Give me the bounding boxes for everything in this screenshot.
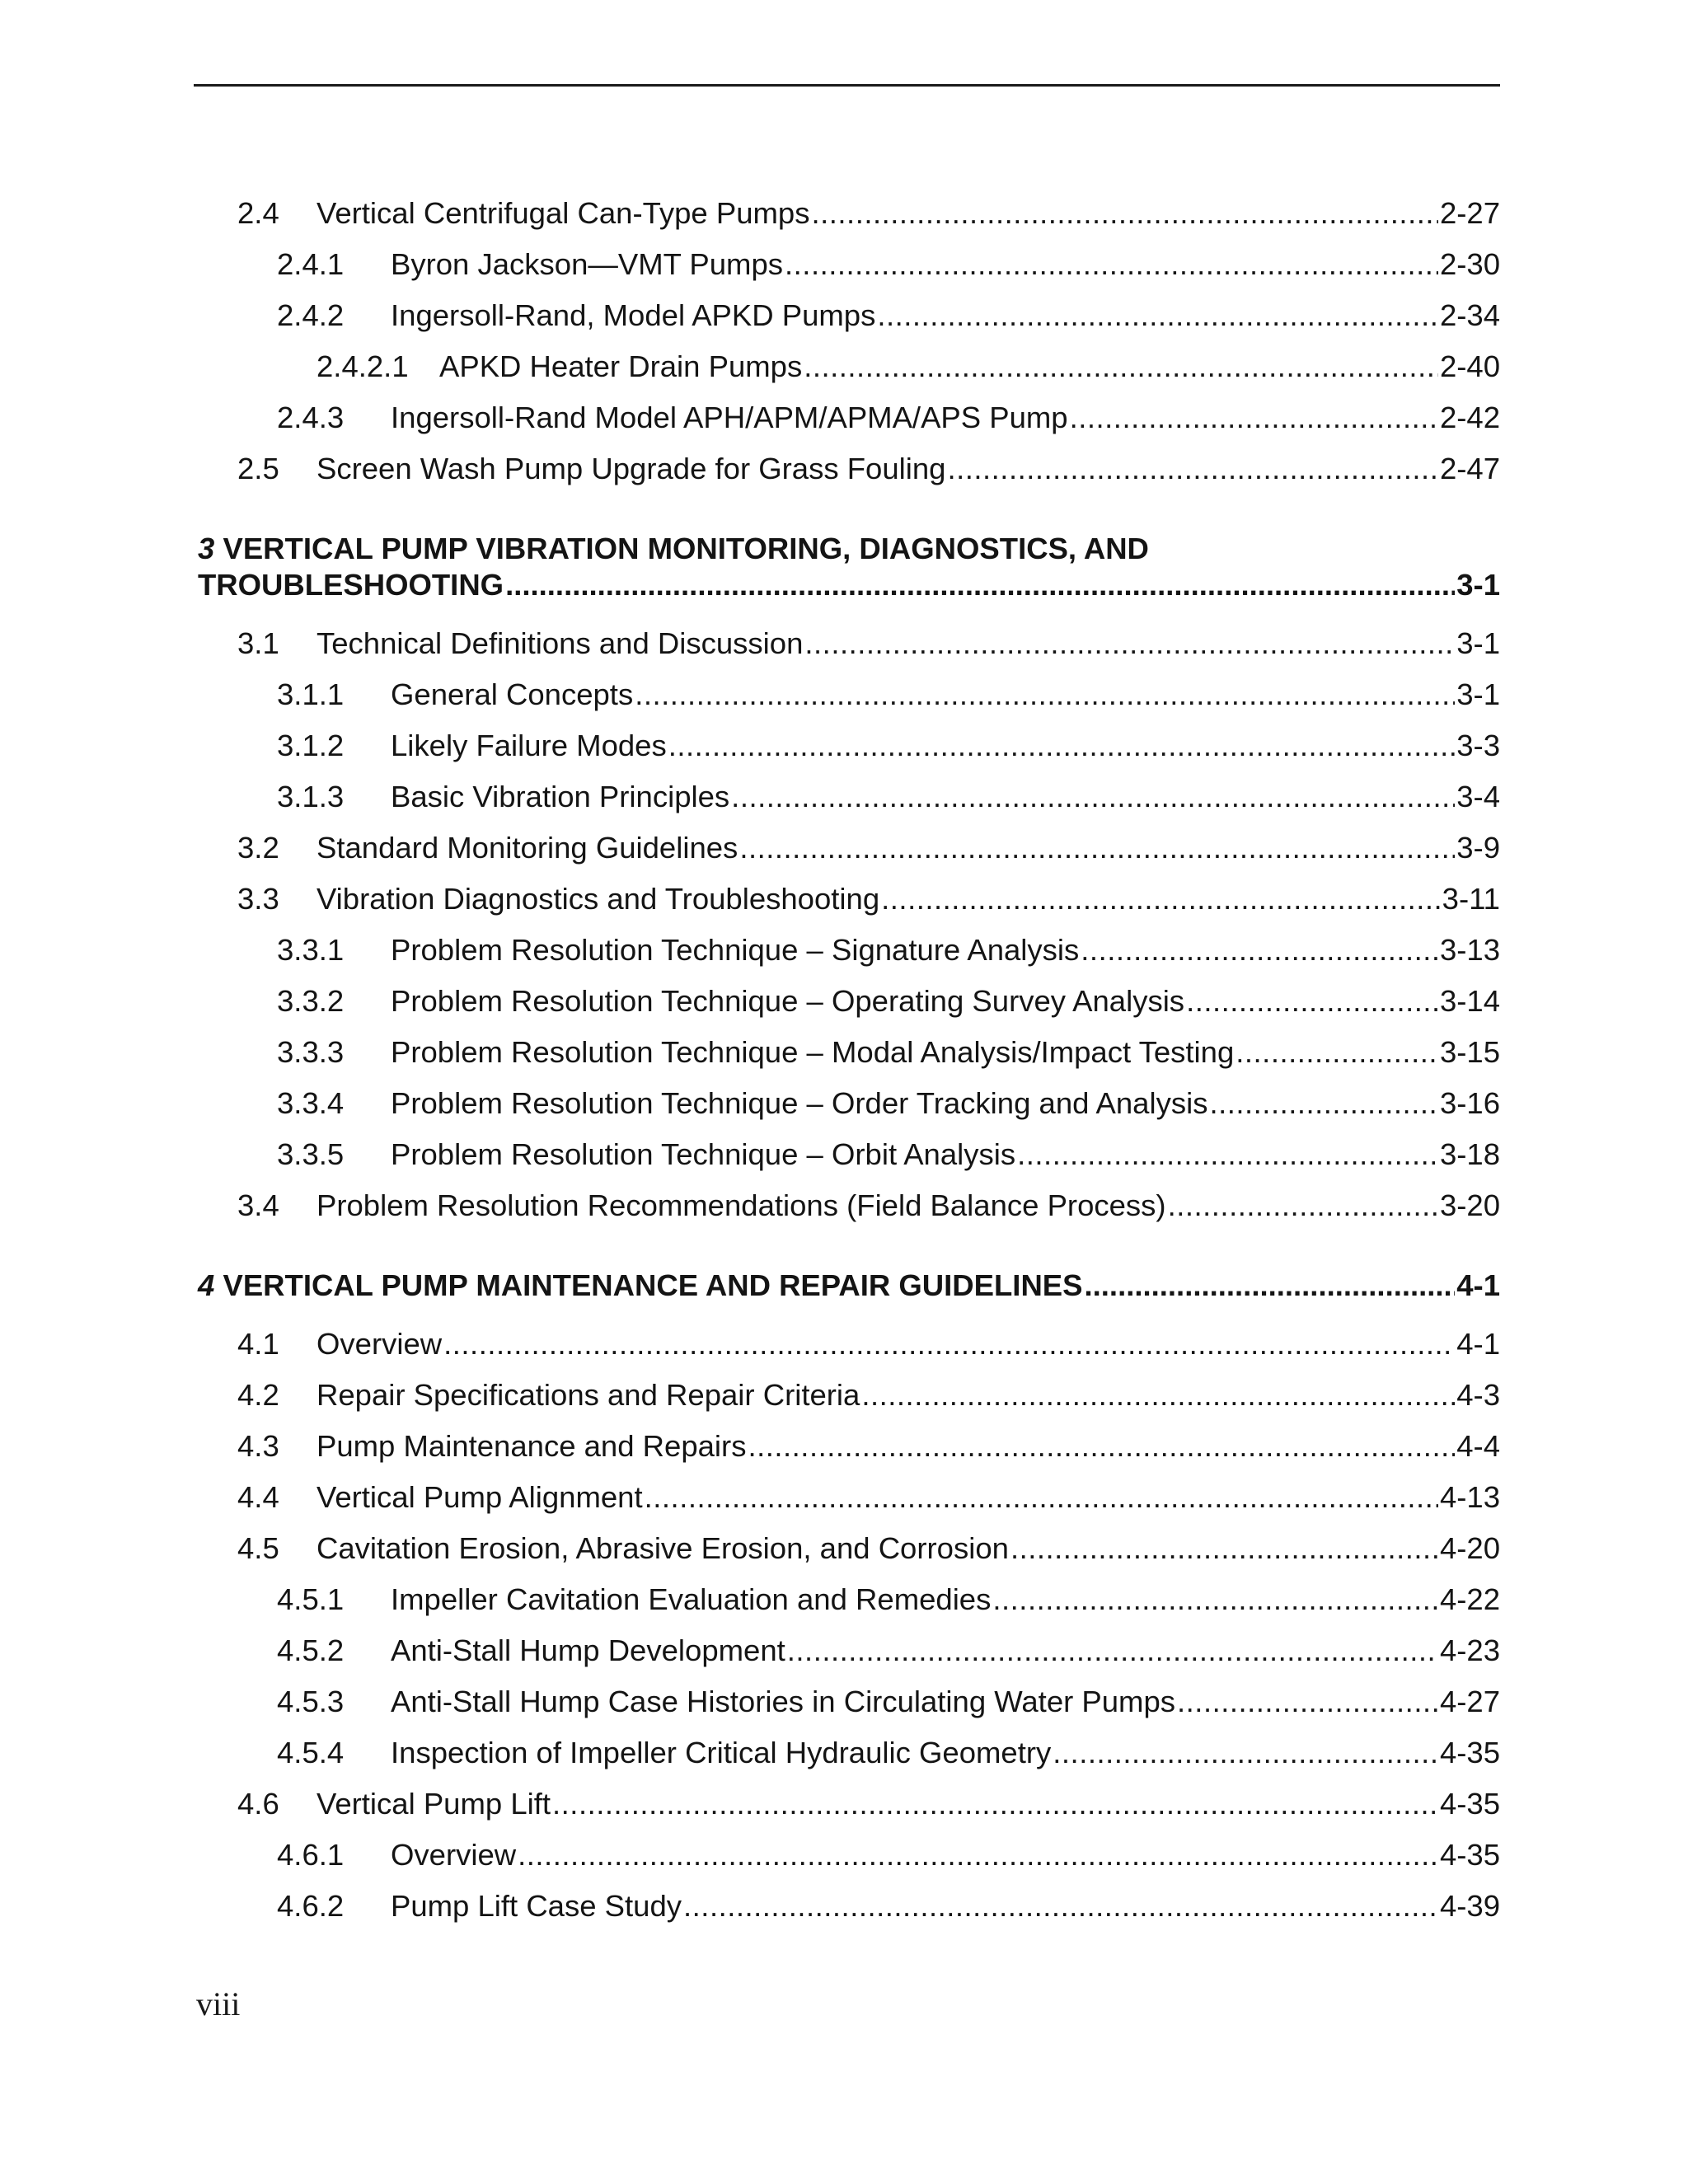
- toc-entry-number: 2.5: [237, 452, 279, 485]
- dot-leader: [1186, 976, 1438, 1027]
- toc-group-section-3: [198, 618, 1500, 1231]
- toc-entry[interactable]: [198, 1523, 1500, 1574]
- dot-leader: [1236, 1027, 1438, 1078]
- toc-entry-number: 4.5.3: [277, 1685, 345, 1718]
- dot-leader: [811, 188, 1437, 239]
- toc-entry[interactable]: [198, 874, 1500, 925]
- toc-entry-number: 4.2: [237, 1378, 279, 1412]
- toc-entry-page: 3-1: [1456, 626, 1500, 660]
- chapter-page: 3-1: [1456, 568, 1500, 602]
- toc-entry[interactable]: [198, 1574, 1500, 1625]
- page-number: viii: [196, 1985, 241, 2022]
- toc-entry-title: Anti-Stall Hump Development: [391, 1633, 785, 1667]
- dot-leader: [552, 1779, 1438, 1830]
- toc-entry[interactable]: [198, 1830, 1500, 1881]
- toc-entry-title: Cavitation Erosion, Abrasive Erosion, and Corrosion: [316, 1531, 1009, 1565]
- toc-entry-page: 4-22: [1439, 1582, 1500, 1616]
- toc-entry-title: Vertical Pump Alignment: [316, 1480, 643, 1514]
- toc-entry-title: Pump Maintenance and Repairs: [316, 1429, 747, 1463]
- toc-entry-title: Technical Definitions and Discussion: [316, 626, 804, 660]
- toc-entry-number: 3.2: [237, 831, 279, 865]
- toc-entry-number: 4.5.4: [277, 1736, 345, 1769]
- toc-entry-title: Problem Resolution Technique – Modal Analysis/Impact Testing: [391, 1035, 1235, 1069]
- toc-entry[interactable]: [198, 1129, 1500, 1180]
- toc-entry-title: Problem Resolution Technique – Signature Analysis: [391, 933, 1080, 967]
- header-rule: [194, 84, 1500, 87]
- toc-entry[interactable]: [198, 925, 1500, 976]
- dot-leader: [881, 874, 1441, 925]
- toc-entry[interactable]: [198, 1421, 1500, 1472]
- toc-entry[interactable]: [198, 443, 1500, 494]
- dot-leader: [804, 341, 1438, 392]
- toc-entry[interactable]: [198, 188, 1500, 239]
- toc-entry-page: 4-1: [1456, 1327, 1500, 1361]
- toc-entry-number: 2.4.3: [277, 401, 345, 434]
- toc-entry-number: 3.3.1: [277, 933, 345, 967]
- dot-leader: [1010, 1523, 1438, 1574]
- toc-entry-title: Inspection of Impeller Critical Hydraulic Geometry: [391, 1736, 1052, 1769]
- toc-entry-title: Ingersoll-Rand, Model APKD Pumps: [391, 298, 876, 332]
- toc-entry[interactable]: [198, 976, 1500, 1027]
- toc-entry-page: 3-1: [1456, 677, 1500, 711]
- dot-leader: [877, 290, 1438, 341]
- toc-entry-number: 4.3: [237, 1429, 279, 1463]
- toc-entry-number: 4.5.1: [277, 1582, 345, 1616]
- toc-entry-page: 3-3: [1456, 729, 1500, 762]
- dot-leader: [683, 1881, 1438, 1932]
- toc-entry-title: Vibration Diagnostics and Troubleshooting: [316, 882, 880, 916]
- toc-entry-page: 3-20: [1439, 1188, 1500, 1222]
- toc-entry[interactable]: [198, 1727, 1500, 1779]
- toc-entry-page: 3-14: [1439, 984, 1500, 1018]
- toc-entry-page: 3-18: [1439, 1137, 1500, 1171]
- dot-leader: [731, 771, 1455, 823]
- toc-entry[interactable]: [198, 618, 1500, 669]
- toc-entry-number: 2.4.2: [277, 298, 345, 332]
- toc-entry-title: Impeller Cavitation Evaluation and Remedies: [391, 1582, 992, 1616]
- toc-entry-page: 3-13: [1439, 933, 1500, 967]
- toc-entry[interactable]: [198, 720, 1500, 771]
- toc-entry-title: Problem Resolution Recommendations (Field Balance Process): [316, 1188, 1166, 1222]
- chapter-title-line: [198, 531, 1500, 567]
- toc-entry-number: 3.3.3: [277, 1035, 345, 1069]
- toc-group-section-2: [198, 188, 1500, 494]
- dot-leader: [668, 720, 1456, 771]
- toc-entry-page: 3-16: [1439, 1086, 1500, 1120]
- toc-entry[interactable]: [198, 669, 1500, 720]
- toc-entry-title: Problem Resolution Technique – Operating Survey Analysis: [391, 984, 1185, 1018]
- chapter-title-line: [198, 567, 1500, 603]
- toc-entry[interactable]: [198, 823, 1500, 874]
- toc-entry-page: 2-40: [1439, 349, 1500, 383]
- toc-entry-page: 4-27: [1439, 1685, 1500, 1718]
- toc-entry-title: Byron Jackson—VMT Pumps: [391, 247, 784, 281]
- table-of-contents: [198, 188, 1500, 1932]
- toc-entry-page: 3-4: [1456, 780, 1500, 813]
- toc-entry-page: 4-20: [1439, 1531, 1500, 1565]
- toc-entry-page: 2-47: [1439, 452, 1500, 485]
- dot-leader: [505, 567, 1455, 603]
- dot-leader: [1209, 1078, 1437, 1129]
- toc-entry[interactable]: [198, 1881, 1500, 1932]
- toc-entry-title: Likely Failure Modes: [391, 729, 667, 762]
- toc-entry-number: 3.1: [237, 626, 279, 660]
- toc-entry-title: Problem Resolution Technique – Order Tracking and Analysis: [391, 1086, 1208, 1120]
- toc-entry[interactable]: [198, 1676, 1500, 1727]
- toc-entry-number: 3.4: [237, 1188, 279, 1222]
- dot-leader: [787, 1625, 1438, 1676]
- toc-entry-number: 4.5.2: [277, 1633, 345, 1667]
- toc-entry[interactable]: [198, 771, 1500, 823]
- toc-entry-number: 4.4: [237, 1480, 279, 1514]
- toc-group-section-4: [198, 1319, 1500, 1932]
- toc-entry[interactable]: [198, 1078, 1500, 1129]
- toc-entry-title: Overview: [391, 1838, 517, 1872]
- toc-entry-title: Vertical Pump Lift: [316, 1787, 551, 1821]
- toc-entry-page: 4-35: [1439, 1787, 1500, 1821]
- toc-entry-page: 4-35: [1439, 1736, 1500, 1769]
- toc-entry-title: Repair Specifications and Repair Criteria: [316, 1378, 860, 1412]
- chapter-number: 4: [198, 1268, 215, 1302]
- toc-entry[interactable]: [198, 341, 1500, 392]
- chapter-3-heading[interactable]: [198, 531, 1500, 603]
- toc-entry-number: 4.6.1: [277, 1838, 345, 1872]
- dot-leader: [518, 1830, 1438, 1881]
- toc-entry-page: 3-15: [1439, 1035, 1500, 1069]
- dot-leader: [748, 1421, 1455, 1472]
- dot-leader: [947, 443, 1437, 494]
- chapter-page: 4-1: [1456, 1268, 1500, 1302]
- dot-leader: [645, 1472, 1438, 1523]
- toc-entry-number: 2.4: [237, 196, 279, 230]
- dot-leader: [635, 669, 1455, 720]
- dot-leader: [861, 1370, 1455, 1421]
- toc-entry-number: 3.3.2: [277, 984, 345, 1018]
- dot-leader: [1053, 1727, 1438, 1779]
- toc-entry-title: Screen Wash Pump Upgrade for Grass Fouling: [316, 452, 946, 485]
- toc-entry-number: 3.3: [237, 882, 279, 916]
- toc-entry-page: 4-4: [1456, 1429, 1500, 1463]
- dot-leader: [992, 1574, 1438, 1625]
- toc-entry[interactable]: [198, 1779, 1500, 1830]
- dot-leader: [1177, 1676, 1438, 1727]
- toc-entry-page: 3-11: [1442, 882, 1500, 916]
- toc-entry-number: 3.1.2: [277, 729, 345, 762]
- dot-leader: [443, 1319, 1455, 1370]
- toc-entry-title: Anti-Stall Hump Case Histories in Circulating Water Pumps: [391, 1685, 1176, 1718]
- chapter-title: VERTICAL PUMP VIBRATION MONITORING, DIAGNOSTICS, AND: [223, 532, 1149, 565]
- toc-entry[interactable]: [198, 1625, 1500, 1676]
- toc-entry-page: 4-13: [1439, 1480, 1500, 1514]
- dot-leader: [1081, 925, 1438, 976]
- toc-entry-page: 4-35: [1439, 1838, 1500, 1872]
- toc-entry[interactable]: [198, 290, 1500, 341]
- chapter-number: 3: [198, 532, 215, 565]
- dot-leader: [1017, 1129, 1438, 1180]
- dot-leader: [1070, 392, 1438, 443]
- toc-entry-number: 4.1: [237, 1327, 279, 1361]
- toc-entry[interactable]: [198, 1472, 1500, 1523]
- toc-entry[interactable]: [198, 1180, 1500, 1231]
- toc-entry-number: 2.4.1: [277, 247, 345, 281]
- toc-entry-number: 3.3.5: [277, 1137, 345, 1171]
- toc-entry-number: 3.1.3: [277, 780, 345, 813]
- toc-entry-title: Standard Monitoring Guidelines: [316, 831, 738, 865]
- toc-entry-title: General Concepts: [391, 677, 634, 711]
- dot-leader: [804, 618, 1455, 669]
- chapter-title-line: [198, 1268, 1500, 1304]
- toc-entry-title: Overview: [316, 1327, 443, 1361]
- toc-entry-number: 4.6.2: [277, 1889, 345, 1923]
- toc-entry-page: 2-42: [1439, 401, 1500, 434]
- dot-leader: [1085, 1268, 1456, 1304]
- chapter-4-heading[interactable]: [198, 1268, 1500, 1304]
- dot-leader: [1168, 1180, 1438, 1231]
- toc-entry-page: 4-23: [1439, 1633, 1500, 1667]
- toc-entry[interactable]: [198, 239, 1500, 290]
- toc-entry[interactable]: [198, 1027, 1500, 1078]
- toc-entry-page: 2-34: [1439, 298, 1500, 332]
- toc-entry-title: Problem Resolution Technique – Orbit Analysis: [391, 1137, 1016, 1171]
- chapter-title: VERTICAL PUMP MAINTENANCE AND REPAIR GUIDELINES: [223, 1268, 1083, 1302]
- toc-entry-title: Vertical Centrifugal Can-Type Pumps: [316, 196, 810, 230]
- toc-entry-number: 4.5: [237, 1531, 279, 1565]
- toc-entry-number: 2.4.2.1: [316, 349, 409, 383]
- toc-entry-page: 2-30: [1439, 247, 1500, 281]
- toc-entry-title: Basic Vibration Principles: [391, 780, 730, 813]
- dot-leader: [739, 823, 1455, 874]
- toc-entry-number: 3.1.1: [277, 677, 345, 711]
- chapter-title-continued: TROUBLESHOOTING: [198, 568, 504, 602]
- toc-entry-title: Ingersoll-Rand Model APH/APM/APMA/APS Pump: [391, 401, 1068, 434]
- toc-entry-page: 4-3: [1456, 1378, 1500, 1412]
- toc-entry-number: 3.3.4: [277, 1086, 345, 1120]
- toc-entry[interactable]: [198, 392, 1500, 443]
- toc-entry-page: 3-9: [1456, 831, 1500, 865]
- toc-entry-page: 2-27: [1439, 196, 1500, 230]
- toc-entry[interactable]: [198, 1370, 1500, 1421]
- toc-entry[interactable]: [198, 1319, 1500, 1370]
- toc-entry-page: 4-39: [1439, 1889, 1500, 1923]
- toc-entry-number: 4.6: [237, 1787, 279, 1821]
- toc-entry-title: APKD Heater Drain Pumps: [439, 349, 803, 383]
- toc-entry-title: Pump Lift Case Study: [391, 1889, 682, 1923]
- dot-leader: [785, 239, 1438, 290]
